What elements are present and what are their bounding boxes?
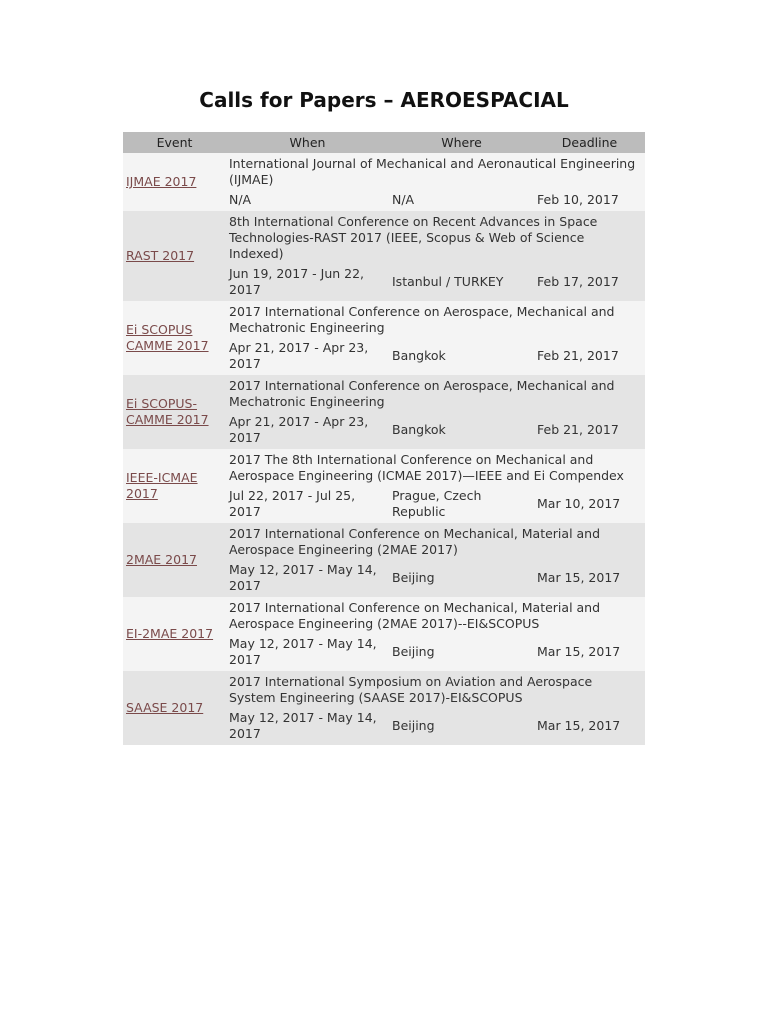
event-description: 2017 International Conference on Aerospace, Mechanical and Mechatronic Engineering xyxy=(226,375,645,412)
event-link[interactable]: SAASE 2017 xyxy=(126,700,204,715)
event-where: Beijing xyxy=(389,708,534,745)
event-deadline: Feb 10, 2017 xyxy=(534,190,645,211)
event-where: Bangkok xyxy=(389,338,534,375)
column-header-where: Where xyxy=(389,132,534,153)
event-cell xyxy=(123,523,226,597)
event-link[interactable]: 2MAE 2017 xyxy=(126,552,197,567)
event-description: 2017 The 8th International Conference on Mechanical and Aerospace Engineering (ICMAE 2017)—IEEE and Ei Compendex xyxy=(226,449,645,486)
event-cell xyxy=(123,597,226,671)
event-when: May 12, 2017 - May 14, 2017 xyxy=(226,634,389,671)
event-cell xyxy=(123,153,226,211)
column-header-event: Event xyxy=(123,132,226,153)
table-row xyxy=(123,375,645,412)
calls-for-papers-table xyxy=(123,132,645,745)
event-description: 2017 International Conference on Aerospace, Mechanical and Mechatronic Engineering xyxy=(226,301,645,338)
event-when: May 12, 2017 - May 14, 2017 xyxy=(226,560,389,597)
event-when: Apr 21, 2017 - Apr 23, 2017 xyxy=(226,412,389,449)
event-when: Jun 19, 2017 - Jun 22, 2017 xyxy=(226,264,389,301)
event-when: N/A xyxy=(226,190,389,211)
table-row xyxy=(123,153,645,190)
event-link[interactable]: IJMAE 2017 xyxy=(126,174,197,189)
column-header-deadline: Deadline xyxy=(534,132,645,153)
event-description: 2017 International Conference on Mechanical, Material and Aerospace Engineering (2MAE 2017) xyxy=(226,523,645,560)
event-where: Beijing xyxy=(389,560,534,597)
table-header-row xyxy=(123,132,645,153)
event-deadline: Mar 10, 2017 xyxy=(534,486,645,523)
event-link[interactable]: RAST 2017 xyxy=(126,248,195,263)
event-deadline: Feb 21, 2017 xyxy=(534,338,645,375)
event-where: Istanbul / TURKEY xyxy=(389,264,534,301)
event-description: 2017 International Conference on Mechanical, Material and Aerospace Engineering (2MAE 2017)--EI&SCOPUS xyxy=(226,597,645,634)
event-deadline: Feb 17, 2017 xyxy=(534,264,645,301)
event-description: International Journal of Mechanical and Aeronautical Engineering (IJMAE) xyxy=(226,153,645,190)
event-when: Apr 21, 2017 - Apr 23, 2017 xyxy=(226,338,389,375)
event-where: Prague, Czech Republic xyxy=(389,486,534,523)
event-where: N/A xyxy=(389,190,534,211)
event-description: 2017 International Symposium on Aviation and Aerospace System Engineering (SAASE 2017)-EI&SCOPUS xyxy=(226,671,645,708)
page-title: Calls for Papers – AEROESPACIAL xyxy=(199,88,569,112)
event-where: Beijing xyxy=(389,634,534,671)
column-header-when: When xyxy=(226,132,389,153)
event-cell xyxy=(123,449,226,523)
event-when: Jul 22, 2017 - Jul 25, 2017 xyxy=(226,486,389,523)
event-where: Bangkok xyxy=(389,412,534,449)
event-deadline: Mar 15, 2017 xyxy=(534,634,645,671)
event-link[interactable]: Ei SCOPUS CAMME 2017 xyxy=(126,322,209,353)
event-deadline: Mar 15, 2017 xyxy=(534,560,645,597)
event-link[interactable]: IEEE-ICMAE 2017 xyxy=(126,470,198,501)
event-description: 8th International Conference on Recent Advances in Space Technologies-RAST 2017 (IEEE, Scopus & Web of Science Indexed) xyxy=(226,211,645,264)
table-row xyxy=(123,301,645,338)
event-deadline: Feb 21, 2017 xyxy=(534,412,645,449)
table-row xyxy=(123,523,645,560)
event-cell xyxy=(123,375,226,449)
event-cell xyxy=(123,211,226,301)
table-row xyxy=(123,449,645,486)
event-link[interactable]: EI-2MAE 2017 xyxy=(126,626,214,641)
table-row xyxy=(123,671,645,708)
event-cell xyxy=(123,671,226,745)
table-row xyxy=(123,597,645,634)
event-link[interactable]: Ei SCOPUS-CAMME 2017 xyxy=(126,396,209,427)
event-deadline: Mar 15, 2017 xyxy=(534,708,645,745)
table-row xyxy=(123,211,645,264)
event-cell xyxy=(123,301,226,375)
event-when: May 12, 2017 - May 14, 2017 xyxy=(226,708,389,745)
